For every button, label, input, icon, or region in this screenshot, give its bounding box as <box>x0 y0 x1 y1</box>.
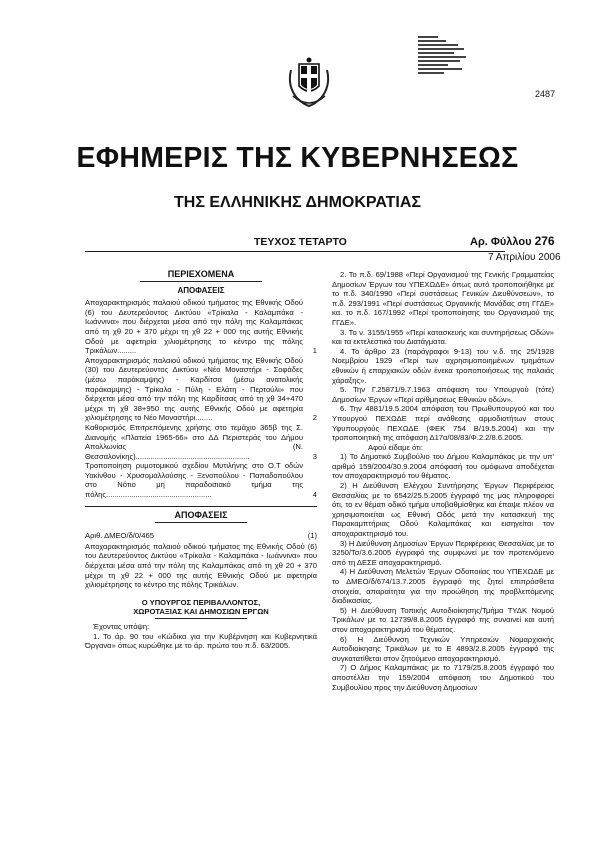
issue-date: 7 Απριλίου 2006 <box>488 252 561 263</box>
toc-item[interactable] <box>85 461 317 499</box>
toc-item-page: 2 <box>312 413 317 423</box>
header-rule <box>85 251 505 252</box>
toc-heading: ΠΕΡΙΕΧΟΜΕΝΑ <box>167 269 235 279</box>
minister-title-line1: Ο ΥΠΟΥΡΓΟΣ ΠΕΡΙΒΑΛΛΟΝΤΟΣ, <box>141 597 261 607</box>
having-considered: Έχοντας υπόψη: <box>93 622 150 631</box>
finding-1: 1) Το Δημοτικό Συμβούλιο του Δήμου Καλαμπάκας με την υπ' αριθμό 159/2004/30.9.2004 απόφασή του ομόφωνα αποδέχεται τον αποχαρακτηρισμό του θέματος. <box>332 452 554 481</box>
whereas-intro: Αφού είδαμε ότι: <box>368 442 423 452</box>
sheet-number-value: 276 <box>534 234 555 248</box>
minister-rule <box>155 618 247 619</box>
consideration-5: 5. Την Γ.25871/9.7.1963 απόφαση του Υπουργού (τότε) Δημοσίων Έργων «Περί αρίθμησεως Εθνικών οδών». <box>332 385 554 404</box>
decision-header <box>85 531 317 541</box>
finding-6: 6) Η Διεύθυνση Τεχνικών Υπηρεσιών Νομαρχιακής Αυτοδιοίκησης Τρικάλων με το Ε 4893/2.8.2005 έγγραφό της συγκατατίθεται στον ζητούμενο αποχαρακτηρισμό. <box>332 634 554 663</box>
publication-stamp <box>418 36 468 76</box>
left-column <box>85 270 317 651</box>
decisions-heading-rule <box>155 522 247 523</box>
finding-5: 5) Η Διεύθυνση Τοπικής Αυτοδιοίκησης/Τμήμα ΤΥΔΚ Νομού Τρικάλων με το 12739/8.8.2005 έγγραφό της συναινεί και αυτή στον αποχαρακτηρισμό του θέματος. <box>332 605 554 634</box>
right-column <box>332 270 554 692</box>
toc-item[interactable] <box>85 356 317 423</box>
sheet-label: Αρ. Φύλλου <box>470 236 532 248</box>
toc-item-page: 3 <box>312 451 317 461</box>
decision-summary: Αποχαρακτηρισμός παλαιού οδικού τμήματος της Εθνικής Οδού (6) του Δευτερεύοντος Δικτύου «Τρίκαλα - Καλαμπάκα - Ιωάννινα» που διέρχεται μέσα από την πόλη της Καλαμπάκας από τη χθ 20 + 370 μέχρι τη χθ 22 + 000 της αυτής Εθνικής Οδού με αφετηρία χιλιομέτρησης το κέντρο της πόλης Τρικάλων. <box>85 541 317 590</box>
toc-item-text: Αποχαρακτηρισμός παλαιού οδικού τμήματος της Εθνικής Οδού (6) του Δευτερεύοντος Δικτύου «Τρίκαλα - Καλαμπάκα - Ιωάννινα» που διέρχεται μέσα από την πόλη της Καλαμπάκας από τη χθ 20 + 370 μέχρι τη χθ 22 + 000 της αυτής Εθνικής Οδού με αφετηρία χιλιομέτρησης το κέντρο της πόλης Τρικάλων......... <box>85 298 303 356</box>
toc-item-page: 1 <box>312 346 317 356</box>
toc-item-text: Καθορισμός Επιτρεπόμενης χρήσης στο τεμάχιο 365β της Σ. Διανομής «Πλατεία 1965-66» στο ΔΔ Περιστεράς του Δήμου Απολλωνίας (Ν. Θεσσαλονίκης)...................................................... <box>85 422 303 461</box>
toc-item-text: Τροποποίηση ρυμοτομικού σχεδίου Μυτιλήνης στο Ο.Τ οδών Υακίνθου - Χρυσομαλλούσης - Ξενοπούλου - Παπαδοπούλου στο Νότιο μη παραδοσιακό τμήμα της πόλης.................................................. <box>85 461 303 500</box>
decisions-heading: ΑΠΟΦΑΣΕΙΣ <box>174 509 228 520</box>
toc-item[interactable] <box>85 298 317 356</box>
decision-marker: (1) <box>307 531 317 541</box>
finding-3: 3) Η Διεύθυνση Δημοσίων Έργων Περιφέρειας Θεσσαλίας με το 3250/Τσ/3.6.2005 έγγραφό της συμφωνεί με τον προτεινόμενο από τη ΔΕΣΕ αποχαρακτηρισμό. <box>332 538 554 567</box>
decision-number: Αριθ. ΔΜΕΟ/δ/0/465 <box>85 531 154 541</box>
toc-item-text: Αποχαρακτηρισμός παλαιού οδικού τμήματος της Εθνικής Οδού (30) του Δευτερεύοντος Δικτύου «Νέο Μοναστήρι - Σοφάδες (μέσω παράκαμψης) - Καρδίτσα (μέσω ανατολικής παράκαμψης) - Τρίκαλα - Πύλη - Ελάτη - Περτούλι» που διέρχεται μέσα από την πόλη της Καρδίτσας από τη χθ 34+470 μέχρι τη χθ 38+950 της αυτής Εθνικής Οδού με αφετηρία χιλιομέτρησης το Νέο Μοναστήρι........ <box>85 355 303 423</box>
finding-4: 4) Η Διεύθυνση Μελετών Έργων Οδοποιίας του ΥΠΕΧΩΔΕ με το ΔΜΕΟ/δ/674/13.7.2005 έγγραφό της ζητεί επιπρόσθετα στοιχεία, απαραίτητα για την προώθηση της προβλεπόμενης διαδικασίας. <box>332 567 554 606</box>
toc-item[interactable] <box>85 423 317 461</box>
consideration-3: 3. Το ν. 3155/1955 «Περί κατασκευής και συντηρήσεως Οδών» και τα εκτελεστικά του Διατάγματα. <box>332 327 554 347</box>
toc-heading-rule <box>140 281 262 282</box>
toc-item-page: 4 <box>312 490 317 500</box>
gazette-title: ΕΦΗΜΕΡΙΣ ΤΗΣ ΚΥΒΕΡΝΗΣΕΩΣ <box>76 142 519 174</box>
sheet-number <box>470 234 555 248</box>
page-number: 2487 <box>535 89 556 99</box>
issue-type: ΤΕΥΧΟΣ ΤΕΤΑΡΤΟ <box>254 236 347 248</box>
gazette-subtitle: ΤΗΣ ΕΛΛΗΝΙΚΗΣ ΔΗΜΟΚΡΑΤΙΑΣ <box>174 194 421 211</box>
minister-title-line2: ΧΩΡΟΤΑΞΙΑΣ ΚΑΙ ΔΗΜΟΣΙΩΝ ΕΡΓΩΝ <box>133 607 269 617</box>
toc-section: ΑΠΟΦΑΣΕΙΣ <box>177 285 225 295</box>
consideration-2: 2. Το π.δ. 69/1988 «Περί Οργανισμού της Γενικής Γραμματείας Δημοσίων Έργων του ΥΠΕΧΩΔΕ» όπως αυτό τροποποιήθηκε με το π.δ. 340/1990 «Περί συστάσεως Γενικών Διευθύνσεων», το π.δ. 293/1991 «Περί συστάσεως Οργανικής Μονάδας στη ΓΓΔΕ» κα. το π.δ. 167/1992 «Περί τροποποίησης του Οργανισμού της ΓΓΔΕ». <box>332 270 554 327</box>
consideration-1: 1. Το άρ. 90 του «Κώδικα για την Κυβέρνηση και Κυβερνητικά Όργανα» όπως κυρώθηκε με το άρ. πρώτο του π.δ. 63/2005. <box>85 631 317 651</box>
consideration-6: 6. Την 4881/19.5.2004 απόφαση του Πρωθυπουργού και του Υπουργού ΠΕΧΩΔΕ περί ανάθεσης αρμοδιοτήτων στους Υφυπουργούς ΠΕΧΩΔΕ (ΦΕΚ 754 Β/19.5.2004) και την τροποποιητική της απόφαση Δ17α/08/83/Φ.2.2/8.6.2005. <box>332 404 554 443</box>
section-divider <box>85 506 317 507</box>
finding-7: 7) Ο Δήμος Καλαμπάκας με το 7179/25.8.2005 έγγραφό του αποστέλλει την 159/2004 απόφαση του Δημοτικού του Συμβουλίου προς την Διεύθυνση Δημοσίων <box>332 663 554 692</box>
greek-coat-of-arms-emblem <box>285 56 333 108</box>
finding-2: 2) Η Διεύθυνση Ελέγχου Συντήρησης Έργων Περιφέρειας Θεσσαλίας με το 6542/25.5.2005 έγγραφό της μας πληροφορεί ότι, το εν θέματι οδικό τμήμα υποβαθμίσθηκε και έπαψε πλέον να χρησιμοποιείται ως Εθνική Οδός μετά την κατασκευή της Παρακαμπτήριας Οδού Καλαμπάκας και εισηγείται τον αποχαρακτηρισμό του. <box>332 481 554 539</box>
consideration-4: 4. Το άρθρο 23 (παράγραφοι 9-13) του ν.δ. της 25/1928 Νοεμβρίου 1929 «Περί των αχρησιμοποιημένων τμημάτων εθνικών ή επαρχιακών οδών ένεκα τροποποιήσεως της παλαιάς χάραξης». <box>332 346 554 385</box>
